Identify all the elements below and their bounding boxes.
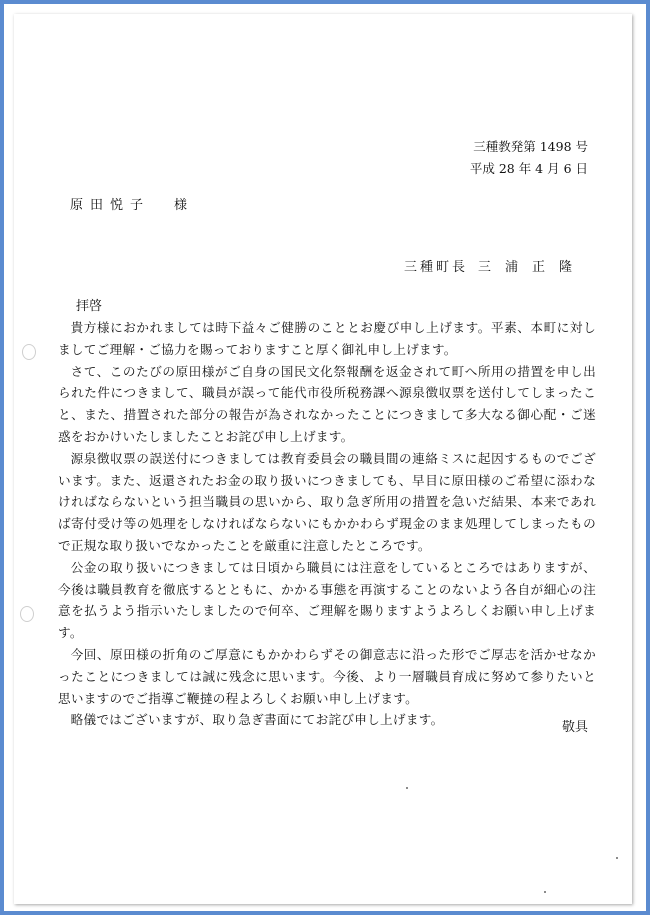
body-paragraph: 今回、原田様の折角のご厚意にもかかわらずその御意志に沿った形でご厚志を活かせなかったことにつきましては誠に残念に思います。今後、より一層職員育成に努めて参りたいと思いますのでご指導ご鞭撻の程よろしくお願い申し上げます。 [58, 646, 596, 706]
reference-number: 三種教発第 1498 号 [473, 139, 588, 154]
letter-date: 平成 28 年 4 月 6 日 [469, 161, 588, 176]
sender-title: 三種町長 [403, 260, 468, 275]
scan-speck [406, 787, 408, 789]
letter-body [58, 317, 596, 731]
document-page [14, 14, 632, 904]
letter-meta [470, 136, 588, 180]
punch-hole-mark [22, 344, 36, 360]
body-paragraph: 略儀ではございますが、取り急ぎ書面にてお詫び申し上げます。 [70, 712, 444, 728]
body-paragraph: 源泉徴収票の誤送付につきましては教育委員会の職員間の連絡ミスに起因するものでございます。また、返還されたお金の取り扱いにつきましても、早目に原田様のご希望に添わなければならないという担当職員の思いから、取り急ぎ所用の措置を急いだ結果、本来であれば寄付受け等の処理をしなければならないにもかかわらず現金のまま処理してしまったもので正規な取り扱いでなかったことを厳重に注意したところです。 [58, 450, 596, 553]
scan-speck [544, 891, 546, 893]
greeting: 拝啓 [76, 299, 103, 314]
body-paragraph: 公金の取り扱いにつきましては日頃から職員には注意をしているところではありますが、今後は職員教育を徹底するとともに、かかる事態を再演することのないよう各自が細心の注意を払うよう指示いたしましたので何卒、ご理解を賜りますようよろしくお願い申し上げます。 [58, 559, 596, 641]
sender-name: 三浦正隆 [477, 260, 586, 275]
addressee [70, 194, 194, 213]
sender [404, 256, 586, 275]
closing-word: 敬具 [561, 720, 588, 735]
addressee-name: 原田悦子 [70, 198, 151, 213]
addressee-honorific: 様 [174, 198, 195, 213]
scan-speck [616, 857, 618, 859]
punch-hole-mark [20, 606, 34, 622]
letter-content [14, 14, 632, 904]
body-paragraph: 貴方様におかれましては時下益々ご健勝のこととお慶び申し上げます。平素、本町に対しましてご理解・ご協力を賜っておりますこと厚く御礼申し上げます。 [58, 320, 596, 357]
body-paragraph: さて、このたびの原田様がご自身の国民文化祭報酬を返金されて町へ所用の措置を申し出られた件につきまして、職員が誤って能代市役所税務課へ源泉徴収票を送付してしまったこと、また、措置された部分の報告が為されなかったことにつきまして多大なる御心配・ご迷惑をおかけいたしましたことお詫び申し上げます。 [58, 363, 596, 444]
